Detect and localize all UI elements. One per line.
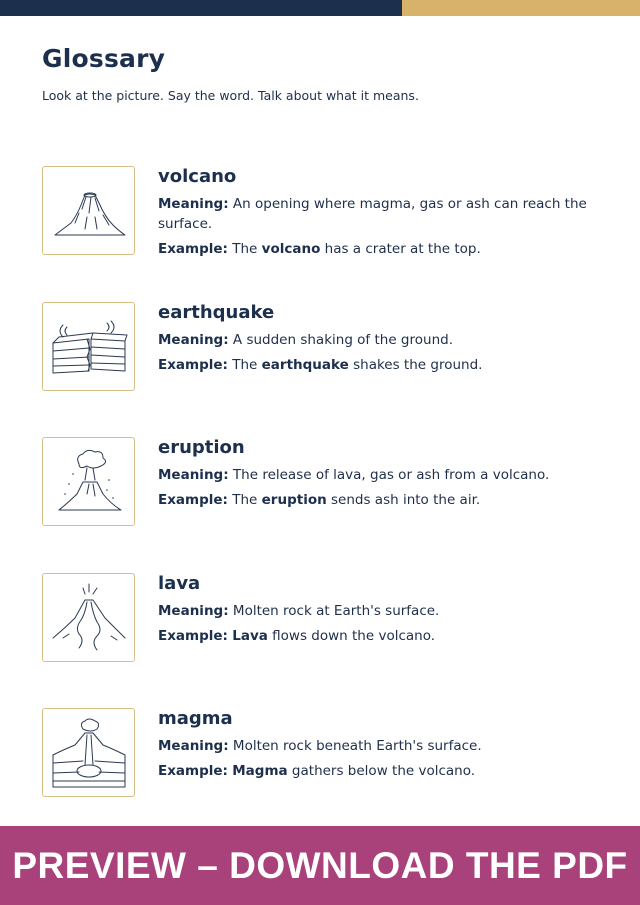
entry-meaning — [158, 601, 588, 621]
meaning-label: Meaning: — [158, 467, 229, 483]
meaning-text: Molten rock at Earth's surface. — [232, 603, 440, 619]
example-post: flows down the volcano. — [267, 628, 436, 644]
top-accent-bar — [0, 0, 640, 16]
example-label: Example: — [158, 763, 228, 779]
example-word: eruption — [261, 492, 327, 508]
example-label: Example: — [158, 357, 228, 373]
meaning-text: An opening where magma, gas or ash can reach the surface. — [158, 196, 587, 232]
meaning-text: Molten rock beneath Earth's surface. — [232, 738, 482, 754]
entry-word: eruption — [158, 437, 245, 458]
example-word: Lava — [232, 628, 268, 644]
magma-picture-frame — [42, 708, 135, 797]
entry-word: magma — [158, 708, 233, 729]
top-bar-navy — [0, 0, 402, 16]
entry-meaning — [158, 330, 588, 350]
lava-icon — [49, 580, 129, 656]
example-pre: The — [232, 241, 262, 257]
entry-word: volcano — [158, 166, 237, 187]
earthquake-picture-frame — [42, 302, 135, 391]
entry-meaning — [158, 194, 588, 234]
page-title: Glossary — [42, 44, 166, 73]
entry-example — [158, 239, 588, 259]
magma-icon — [49, 715, 129, 791]
entry-example — [158, 355, 588, 375]
example-pre: The — [232, 492, 262, 508]
entry-word: earthquake — [158, 302, 275, 323]
instructions: Look at the picture. Say the word. Talk about what it means. — [42, 88, 419, 103]
entry-meaning — [158, 736, 588, 756]
example-word: Magma — [232, 763, 288, 779]
eruption-icon — [49, 444, 129, 520]
meaning-label: Meaning: — [158, 738, 229, 754]
meaning-label: Meaning: — [158, 603, 229, 619]
entry-example — [158, 761, 588, 781]
meaning-label: Meaning: — [158, 196, 229, 212]
example-post: gathers below the volcano. — [287, 763, 476, 779]
example-post: has a crater at the top. — [320, 241, 481, 257]
volcano-picture-frame — [42, 166, 135, 255]
example-word: earthquake — [261, 357, 349, 373]
meaning-label: Meaning: — [158, 332, 229, 348]
preview-download-banner[interactable]: PREVIEW – DOWNLOAD THE PDF — [0, 826, 640, 905]
entry-example — [158, 490, 588, 510]
example-post: shakes the ground. — [348, 357, 483, 373]
volcano-icon — [49, 173, 129, 249]
lava-picture-frame — [42, 573, 135, 662]
entry-meaning — [158, 465, 588, 485]
meaning-text: The release of lava, gas or ash from a volcano. — [232, 467, 550, 483]
earthquake-icon — [49, 309, 129, 385]
example-pre: The — [232, 357, 262, 373]
example-label: Example: — [158, 241, 228, 257]
example-label: Example: — [158, 628, 228, 644]
example-label: Example: — [158, 492, 228, 508]
entry-word: lava — [158, 573, 201, 594]
eruption-picture-frame — [42, 437, 135, 526]
entry-example — [158, 626, 588, 646]
example-post: sends ash into the air. — [326, 492, 481, 508]
top-bar-gold — [402, 0, 640, 16]
example-word: volcano — [261, 241, 321, 257]
meaning-text: A sudden shaking of the ground. — [232, 332, 453, 348]
